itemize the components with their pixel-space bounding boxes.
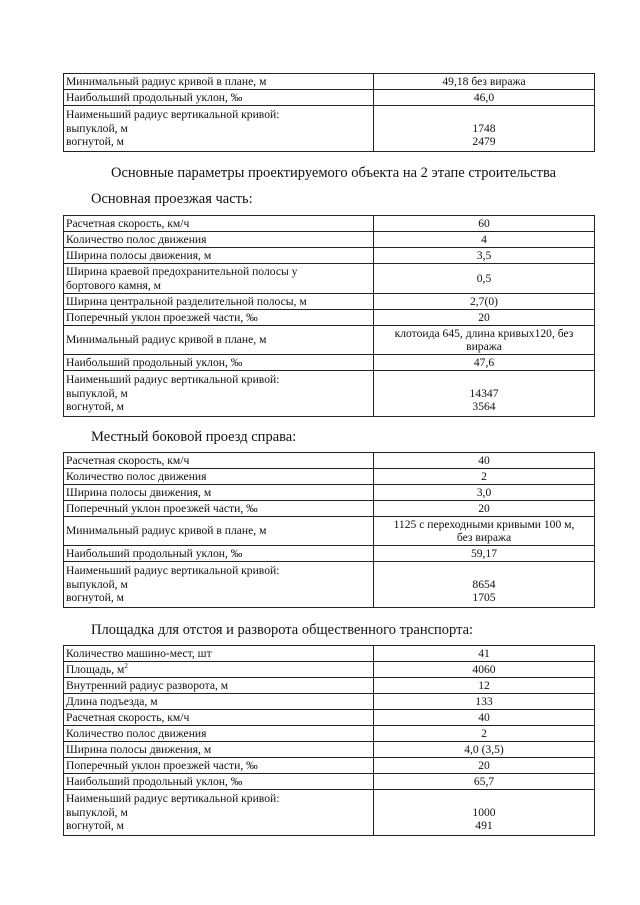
convex-label: выпуклой, м — [66, 577, 128, 591]
table-row — [64, 248, 595, 264]
table-row — [64, 726, 595, 742]
table-row — [64, 774, 595, 790]
param-name: Ширина полосы движения, м — [64, 742, 374, 758]
param-name: Минимальный радиус кривой в плане, м — [64, 326, 374, 355]
param-name: Расчетная скорость, км/ч — [64, 216, 374, 232]
param-name: Количество полос движения — [64, 469, 374, 485]
param-value: 3,0 — [374, 485, 595, 501]
table-row — [64, 90, 595, 106]
section-heading-bus-terminal: Площадка для отстоя и разворота общественного транспорта: — [91, 622, 474, 638]
param-name — [64, 562, 374, 608]
param-value: 0,5 — [374, 264, 595, 294]
param-name: Количество полос движения — [64, 232, 374, 248]
concave-label: вогнутой, м — [66, 135, 124, 149]
param-value: 133 — [374, 694, 595, 710]
param-name — [64, 790, 374, 836]
param-value: 4060 — [374, 662, 595, 678]
param-value: 4 — [374, 232, 595, 248]
param-value: 3,5 — [374, 248, 595, 264]
param-value: 40 — [374, 710, 595, 726]
concave-value: 491 — [475, 819, 493, 833]
param-value — [374, 790, 595, 836]
main-heading: Основные параметры проектируемого объекта на 2 этапе строительства — [111, 165, 557, 181]
table-row-vertical-curve — [64, 790, 595, 836]
param-value-line1: 1125 с переходными кривыми 100 м, — [393, 517, 575, 531]
section-heading-side-road: Местный боковой проезд справа: — [91, 429, 297, 445]
table-row — [64, 264, 595, 294]
table-row — [64, 232, 595, 248]
table-row — [64, 485, 595, 501]
param-name: Поперечный уклон проезжей части, ‰ — [64, 310, 374, 326]
vertical-curve-title: Наименьший радиус вертикальной кривой: — [66, 564, 280, 578]
param-name: Ширина полосы движения, м — [64, 485, 374, 501]
concave-label: вогнутой, м — [66, 819, 124, 833]
table-row — [64, 469, 595, 485]
param-value: 59,17 — [374, 546, 595, 562]
vertical-curve-title: Наименьший радиус вертикальной кривой: — [66, 373, 280, 387]
param-value: 40 — [374, 453, 595, 469]
param-name: Расчетная скорость, км/ч — [64, 453, 374, 469]
convex-value: 8654 — [472, 577, 496, 591]
param-value — [374, 371, 595, 417]
param-name-text: Площадь, м — [66, 662, 125, 676]
param-name-line2: бортового камня, м — [66, 278, 162, 292]
bus-terminal-table — [63, 645, 595, 836]
table-row — [64, 355, 595, 371]
param-value — [374, 106, 595, 152]
param-name: Минимальный радиус кривой в плане, м — [64, 517, 374, 546]
table-row — [64, 216, 595, 232]
table-row — [64, 694, 595, 710]
param-name: Количество машино-мест, шт — [64, 646, 374, 662]
param-value-line1: клотоида 645, длина кривых120, без — [394, 326, 574, 340]
param-name: Расчетная скорость, км/ч — [64, 710, 374, 726]
param-value: 49,18 без виража — [374, 74, 595, 90]
param-name — [64, 264, 374, 294]
param-value: 47,6 — [374, 355, 595, 371]
table-row — [64, 74, 595, 90]
param-name — [64, 662, 374, 678]
param-name: Длина подъезда, м — [64, 694, 374, 710]
main-carriageway-table — [63, 215, 595, 417]
concave-label: вогнутой, м — [66, 591, 124, 605]
convex-label: выпуклой, м — [66, 121, 128, 135]
table-row — [64, 517, 595, 546]
table-row — [64, 310, 595, 326]
param-value — [374, 326, 595, 355]
section-heading-main-carriageway: Основная проезжая часть: — [91, 191, 253, 207]
param-value: 46,0 — [374, 90, 595, 106]
side-road-table — [63, 452, 595, 608]
param-value — [374, 562, 595, 608]
convex-value: 14347 — [469, 386, 499, 400]
table-row — [64, 294, 595, 310]
table-row — [64, 501, 595, 517]
convex-value: 1000 — [472, 805, 496, 819]
param-value: 60 — [374, 216, 595, 232]
table-row — [64, 546, 595, 562]
param-value: 20 — [374, 310, 595, 326]
table-row — [64, 326, 595, 355]
param-value: 12 — [374, 678, 595, 694]
param-name: Наибольший продольный уклон, ‰ — [64, 546, 374, 562]
param-value: 20 — [374, 501, 595, 517]
param-value: 20 — [374, 758, 595, 774]
table-row — [64, 678, 595, 694]
superscript: 2 — [124, 661, 128, 670]
param-value: 4,0 (3,5) — [374, 742, 595, 758]
param-name: Внутренний радиус разворота, м — [64, 678, 374, 694]
convex-value: 1748 — [472, 121, 496, 135]
vertical-curve-title: Наименьший радиус вертикальной кривой: — [66, 108, 280, 122]
param-value-line2: без виража — [456, 531, 512, 544]
concave-value: 3564 — [472, 400, 496, 414]
param-value: 2 — [374, 726, 595, 742]
table-row — [64, 662, 595, 678]
convex-label: выпуклой, м — [66, 386, 128, 400]
param-name — [64, 106, 374, 152]
table-row — [64, 710, 595, 726]
vertical-curve-title: Наименьший радиус вертикальной кривой: — [66, 792, 280, 806]
concave-value: 2479 — [472, 135, 496, 149]
param-name: Наибольший продольный уклон, ‰ — [64, 90, 374, 106]
param-name: Наибольший продольный уклон, ‰ — [64, 774, 374, 790]
param-name-line1: Ширина краевой предохранительной полосы у — [66, 265, 298, 278]
table-row — [64, 453, 595, 469]
param-value — [374, 517, 595, 546]
concave-label: вогнутой, м — [66, 400, 124, 414]
param-value: 2 — [374, 469, 595, 485]
param-name: Ширина центральной разделительной полосы, м — [64, 294, 374, 310]
table-row-vertical-curve — [64, 371, 595, 417]
param-name — [64, 371, 374, 417]
table-row-vertical-curve — [64, 562, 595, 608]
param-value: 41 — [374, 646, 595, 662]
param-value-line2: виража — [466, 340, 502, 353]
design-parameters-table-continued — [63, 73, 595, 152]
table-row — [64, 758, 595, 774]
param-name: Минимальный радиус кривой в плане, м — [64, 74, 374, 90]
param-name: Поперечный уклон проезжей части, ‰ — [64, 758, 374, 774]
param-name: Ширина полосы движения, м — [64, 248, 374, 264]
table-row-vertical-curve — [64, 106, 595, 152]
param-value: 65,7 — [374, 774, 595, 790]
convex-label: выпуклой, м — [66, 805, 128, 819]
param-value: 2,7(0) — [374, 294, 595, 310]
concave-value: 1705 — [472, 591, 496, 605]
table-row — [64, 646, 595, 662]
param-name: Количество полос движения — [64, 726, 374, 742]
param-name: Поперечный уклон проезжей части, ‰ — [64, 501, 374, 517]
table-row — [64, 742, 595, 758]
param-name: Наибольший продольный уклон, ‰ — [64, 355, 374, 371]
